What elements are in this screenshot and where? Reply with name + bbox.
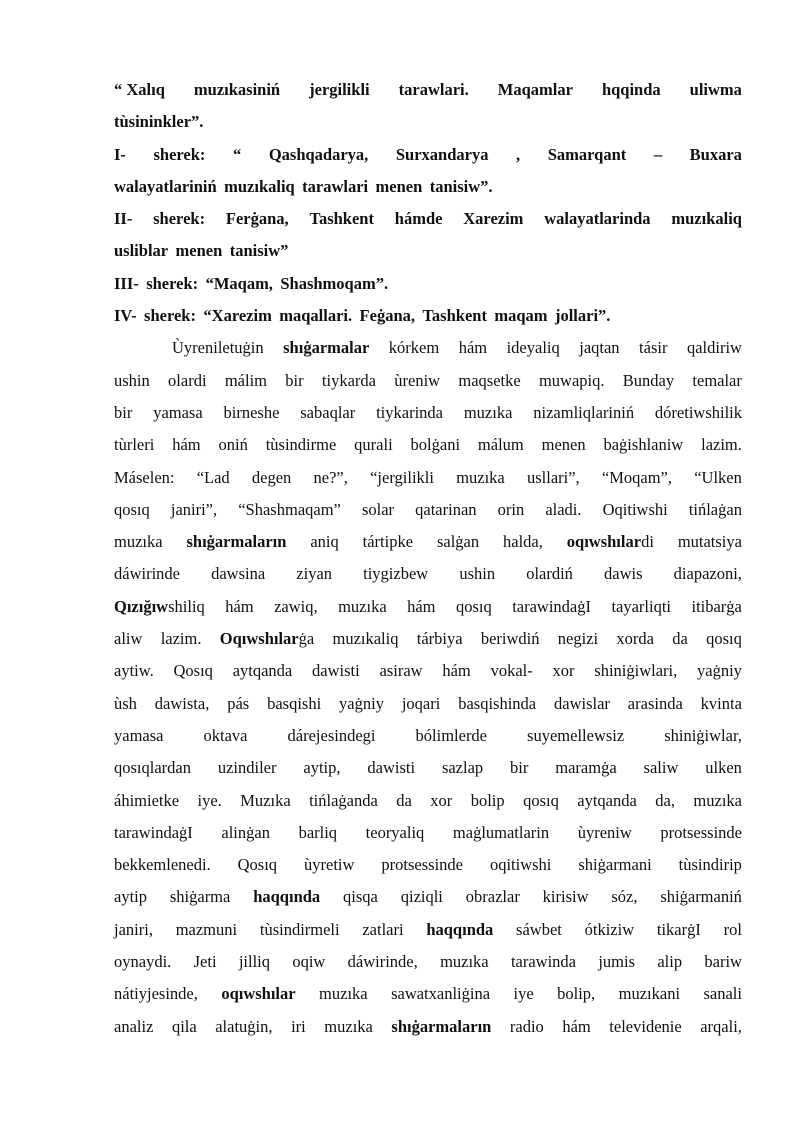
text-line: [114, 1011, 742, 1043]
word: uliwma: [689, 80, 742, 99]
word: xorda: [616, 629, 654, 649]
word: hám: [407, 596, 436, 616]
word: Bunday: [622, 370, 675, 390]
word: bekkemlenedi.: [114, 855, 211, 875]
word: tarawlari: [302, 176, 369, 196]
word: maqam: [494, 306, 548, 326]
word: Surxandarya: [395, 144, 489, 164]
word: Qosıq: [237, 855, 278, 875]
word: Maqamlar: [497, 80, 573, 99]
text-line: [114, 914, 742, 946]
word: muwapiq.: [538, 370, 605, 390]
word: shıġarmaların: [186, 532, 287, 552]
word: tińlaġanda: [309, 790, 378, 810]
word: aliw: [114, 629, 143, 649]
word: Shashmoqam”.: [280, 273, 389, 293]
text-line: [114, 688, 742, 720]
word: sherek:: [153, 209, 206, 229]
word: Tashkent: [309, 209, 374, 229]
word: tarawindaġI: [512, 596, 591, 616]
text-line: [114, 623, 742, 655]
word: alip: [657, 952, 683, 972]
word: maġlumatlarin: [452, 822, 550, 842]
word: ùsh: [114, 693, 137, 713]
word: uzindiler: [217, 758, 277, 778]
word: nátiyjesinde,: [114, 984, 198, 1004]
word: dárejesindegi: [287, 725, 376, 745]
word: oqıwshılar: [221, 984, 296, 1004]
word: zawiq,: [274, 596, 318, 616]
text-line: [114, 139, 742, 171]
word: “Xarezim: [203, 306, 272, 326]
word: bir: [114, 402, 133, 422]
word: da: [396, 790, 412, 810]
text-line: [114, 332, 742, 364]
document-page: [114, 74, 742, 1043]
word: oqiw: [292, 952, 326, 972]
word: suyemellewsiz: [527, 725, 625, 745]
word: Qashqadarya,: [268, 144, 369, 164]
word: lazim.: [160, 629, 202, 649]
text-line: [114, 494, 742, 526]
word: aytiw.: [114, 661, 154, 681]
word: ótkiziw: [584, 919, 635, 939]
word: muzıka: [338, 596, 387, 616]
word: tiykarinda: [376, 402, 443, 422]
word: qiziqli: [400, 887, 443, 907]
word: bolip,: [557, 984, 596, 1004]
word: muzıkasiniń: [193, 80, 281, 99]
word: kvinta: [700, 693, 742, 713]
word: orin: [497, 499, 525, 519]
word: da: [672, 629, 688, 649]
text-line: [114, 752, 742, 784]
text-line: [114, 203, 742, 235]
word: kórkem: [388, 338, 440, 358]
word: bolġani: [410, 435, 461, 455]
word: televidenie: [609, 1016, 682, 1036]
word: yamasa: [114, 725, 164, 745]
word: dóretiwshilik: [654, 402, 742, 422]
word: xor: [430, 790, 453, 810]
word: bir: [285, 370, 304, 390]
word: solar: [361, 499, 395, 519]
text-line: [114, 462, 742, 494]
word: dáwirinde: [114, 564, 180, 584]
word: tanisiw”.: [429, 176, 493, 196]
word: janiri”,: [170, 499, 218, 519]
text-line: [114, 720, 742, 752]
word: shiġarma: [169, 887, 231, 907]
word: Ùyreniletuġin: [172, 338, 264, 358]
word: sazlap: [441, 758, 484, 778]
word: ne?”,: [313, 467, 348, 487]
word: oqitiwshi: [489, 855, 552, 875]
word: hám: [225, 596, 254, 616]
word: Buxara: [689, 144, 742, 164]
word: shiġarmaniń: [660, 887, 742, 907]
word: shıġarmaların: [391, 1016, 492, 1036]
word: iye: [513, 984, 534, 1004]
word: Oqıwshılarġa: [219, 629, 315, 649]
word: sabaqlar: [300, 402, 356, 422]
word: bolip: [470, 790, 505, 810]
word: muzıka: [324, 1016, 373, 1036]
text-line: [114, 817, 742, 849]
word: dawislar: [554, 693, 610, 713]
word: qosıqlardan: [114, 758, 191, 778]
text-line: [114, 365, 742, 397]
word: muzıkaliq: [224, 176, 295, 196]
word: jollari”.: [554, 306, 611, 326]
word: ushin: [114, 370, 150, 390]
word: sherek:: [153, 144, 206, 164]
word: sanali: [703, 984, 742, 1004]
word: jumis: [598, 952, 636, 972]
word: hám: [458, 338, 488, 358]
word: shıġarmalar: [283, 338, 370, 358]
word: bariw: [704, 952, 742, 972]
word: tiygizbew: [363, 564, 429, 584]
word: IV-: [114, 306, 137, 326]
word: tikarġI: [656, 919, 701, 939]
word: muzıkani: [618, 984, 681, 1004]
word: basqishi: [267, 693, 322, 713]
word: tarawlari.: [398, 80, 469, 99]
word: Qızığıwshiliq: [114, 596, 205, 616]
word: analiz: [114, 1016, 154, 1036]
word: hám: [562, 1016, 591, 1036]
word: ,: [516, 144, 521, 164]
word: yaġniy: [339, 693, 384, 713]
word: aniq: [310, 532, 339, 552]
word: muzıka: [440, 952, 489, 972]
word: málim: [224, 370, 267, 390]
word: málum: [477, 435, 524, 455]
text-line: [114, 235, 742, 267]
word: diapazoni,: [673, 564, 742, 584]
word: “: [233, 144, 242, 164]
word: olardiń: [526, 564, 573, 584]
word: qaldiriw: [686, 338, 742, 358]
word: nizamliqlariniń: [533, 402, 635, 422]
word: dáwirinde,: [347, 952, 418, 972]
word: muzıka: [456, 467, 505, 487]
word: jergilikli: [309, 80, 370, 99]
document-body: [114, 74, 742, 1043]
text-line: [114, 300, 742, 332]
word: Qosıq: [173, 661, 213, 681]
word: “Ulken: [694, 467, 742, 487]
word: Tashkent: [422, 306, 487, 326]
word: “Shashmaqam”: [238, 499, 341, 519]
word: iri: [291, 1016, 306, 1036]
word: negizi: [557, 629, 599, 649]
word: itibarġa: [691, 596, 742, 616]
word: arqali,: [700, 1016, 742, 1036]
word: oktava: [203, 725, 248, 745]
text-line: [114, 106, 742, 138]
word: aytqanda: [577, 790, 637, 810]
word: ushin: [459, 564, 496, 584]
word: arasinda: [627, 693, 683, 713]
word: qosıq: [455, 596, 492, 616]
word: sáwbet: [516, 919, 562, 939]
word: Samarqant: [547, 144, 627, 164]
word: muzıka: [463, 402, 513, 422]
word: asiraw: [379, 661, 423, 681]
text-line: [114, 526, 742, 558]
text-line: [114, 849, 742, 881]
word: hámde: [394, 209, 443, 229]
word: qila: [171, 1016, 197, 1036]
word: Muzıka: [240, 790, 291, 810]
word: qisqa: [343, 887, 378, 907]
word: iye.: [197, 790, 222, 810]
word: menen: [541, 435, 586, 455]
word: bir: [510, 758, 529, 778]
word: usliblar: [114, 241, 169, 261]
word: tùrleri: [114, 435, 155, 455]
word: ùyreniw: [577, 822, 632, 842]
word: degen: [251, 467, 292, 487]
word: maqsetke: [458, 370, 521, 390]
word: tùsindirme: [265, 435, 337, 455]
text-line: [114, 268, 742, 300]
word: I-: [114, 144, 126, 164]
word: tiykarda: [321, 370, 376, 390]
word: maramġa: [555, 758, 617, 778]
word: qatarinan: [415, 499, 477, 519]
text-line: [114, 946, 742, 978]
word: dawis: [604, 564, 643, 584]
word: tanisiw”: [229, 241, 289, 261]
word: usllari”,: [526, 467, 580, 487]
word: walayatlarinda: [544, 209, 651, 229]
word: sóz,: [611, 887, 638, 907]
word: sawatxanliġina: [391, 984, 491, 1004]
word: Feġana,: [359, 306, 416, 326]
word: alinġan: [221, 822, 270, 842]
word: tártipke: [362, 532, 414, 552]
word: qosıq: [114, 499, 150, 519]
word: qosıq: [706, 629, 742, 649]
word: olardi: [168, 370, 207, 390]
word: Máselen:: [114, 467, 175, 487]
word: oynaydi.: [114, 952, 172, 972]
word: da,: [655, 790, 675, 810]
word: hám: [172, 435, 201, 455]
word: dawsina: [211, 564, 266, 584]
word: ideyaliq: [506, 338, 560, 358]
word: basqishinda: [458, 693, 537, 713]
word: pás: [227, 693, 250, 713]
word: salġan: [436, 532, 480, 552]
word: aladi.: [545, 499, 582, 519]
word: qosıq: [523, 790, 559, 810]
word: halda,: [503, 532, 543, 552]
word: menen: [375, 176, 423, 196]
word: mutatsiya: [677, 532, 742, 552]
word: “Moqam”,: [601, 467, 673, 487]
word: tùsindirmeli: [259, 919, 340, 939]
word: “jergilikli: [370, 467, 434, 487]
word: muzıka: [319, 984, 368, 1004]
word: menen: [175, 241, 223, 261]
word: ùyretiw: [304, 855, 355, 875]
word: shiġarmani: [578, 855, 652, 875]
word: rol: [723, 919, 742, 939]
word: dawisti: [367, 758, 416, 778]
word: saliw: [643, 758, 679, 778]
word: III-: [114, 273, 139, 293]
word: ulken: [705, 758, 742, 778]
word: tayarliqti: [611, 596, 672, 616]
word: Oqitiwshi: [602, 499, 668, 519]
word: vokal-: [490, 661, 533, 681]
text-line: [114, 74, 742, 106]
word: hám: [442, 661, 471, 681]
text-line: [114, 591, 742, 623]
word: sherek:: [144, 306, 196, 326]
word: walayatlariniń: [114, 176, 217, 196]
word: janiri,: [114, 919, 153, 939]
word: birneshe: [223, 402, 280, 422]
word: alatuġin,: [215, 1016, 273, 1036]
word: temalar: [692, 370, 742, 390]
word: ziyan: [296, 564, 333, 584]
text-line: [114, 558, 742, 590]
word: áhimietke: [114, 790, 180, 810]
word: hqqinda: [601, 80, 661, 99]
word: zatlari: [362, 919, 404, 939]
word: tárbiya: [416, 629, 463, 649]
word: mazmuni: [175, 919, 238, 939]
word: xor: [552, 661, 575, 681]
text-line: [114, 881, 742, 913]
word: aytip: [114, 887, 147, 907]
word: obrazlar: [465, 887, 520, 907]
word: tarawindaġI: [114, 822, 193, 842]
word: aytip,: [303, 758, 341, 778]
text-line: [114, 978, 742, 1010]
word: kirisiw: [542, 887, 589, 907]
word: oniń: [218, 435, 248, 455]
word: jilliq: [238, 952, 271, 972]
text-line: [114, 655, 742, 687]
word: haqqında: [253, 887, 321, 907]
word: maqallari.: [279, 306, 353, 326]
word: muzıkaliq: [332, 629, 399, 649]
text-line: [114, 171, 742, 203]
word: radio: [509, 1016, 544, 1036]
word: Ferġana,: [225, 209, 289, 229]
word: “Lad: [196, 467, 230, 487]
word: lazim.: [701, 435, 742, 455]
word: aytqanda: [232, 661, 293, 681]
word: baġishlaniw: [603, 435, 684, 455]
word: tińlaġan: [688, 499, 742, 519]
word: joqari: [401, 693, 441, 713]
word: muzıkaliq: [671, 209, 742, 229]
word: teoryaliq: [365, 822, 425, 842]
word: qurali: [354, 435, 393, 455]
word: jaqtan: [579, 338, 620, 358]
word: dawisti: [312, 661, 360, 681]
word: shiniġiwlar,: [664, 725, 742, 745]
word: protsessinde: [660, 822, 742, 842]
word: ùreniw: [394, 370, 441, 390]
word: yamasa: [153, 402, 203, 422]
word: –: [653, 144, 663, 164]
word: tarawinda: [510, 952, 577, 972]
word: muzıka: [693, 790, 742, 810]
word: protsessinde: [381, 855, 463, 875]
word: tùsindirip: [678, 855, 742, 875]
word: barliq: [298, 822, 338, 842]
word: tásir: [639, 338, 668, 358]
word: “Maqam,: [205, 273, 273, 293]
text-line: [114, 785, 742, 817]
word: tùsininkler”.: [114, 112, 204, 132]
word: beriwdiń: [480, 629, 540, 649]
word: II-: [114, 209, 133, 229]
text-line: [114, 397, 742, 429]
word: dawista,: [154, 693, 210, 713]
word: Jeti: [193, 952, 217, 972]
word: “ Xalıq: [114, 80, 165, 99]
word: oqıwshılardi: [566, 532, 654, 552]
text-line: [114, 429, 742, 461]
word: shiniġiwlari,: [594, 661, 678, 681]
word: sherek:: [146, 273, 199, 293]
word: bólimlerde: [415, 725, 488, 745]
word: yaġniy: [697, 661, 742, 681]
word: muzıka: [114, 532, 163, 552]
word: Xarezim: [463, 209, 524, 229]
word: haqqında: [426, 919, 494, 939]
